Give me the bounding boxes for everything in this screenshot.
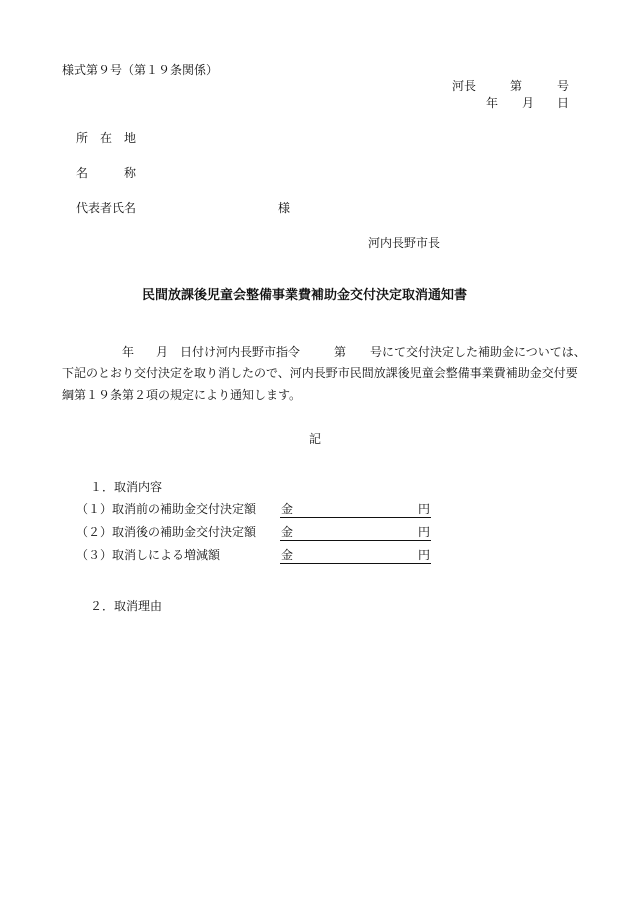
name-label: 名 称 bbox=[76, 166, 137, 180]
issuer: 河内長野市長 bbox=[368, 236, 441, 250]
doc-ref-dai: 第 bbox=[510, 79, 523, 93]
doc-ref-prefix: 河長 bbox=[452, 79, 477, 93]
address-label: 所 在 地 bbox=[76, 131, 137, 145]
date-tsuki: 月 bbox=[522, 96, 535, 110]
body-tsuki: 月 bbox=[156, 345, 169, 359]
body-line1-a: 日付け河内長野市指令 bbox=[180, 345, 301, 359]
ki-marker: 記 bbox=[309, 432, 322, 446]
date-nen: 年 bbox=[486, 96, 499, 110]
representative-label: 代表者氏名 bbox=[76, 201, 137, 215]
honorific-sama: 様 bbox=[278, 201, 291, 215]
body-line1-b: 号にて交付決定した補助金については、 bbox=[370, 345, 586, 359]
item3-label: （３）取消しによる増減額 bbox=[76, 548, 221, 562]
section2-heading: ２．取消理由 bbox=[90, 599, 163, 613]
body-dai: 第 bbox=[334, 345, 347, 359]
item1-kin: 金 bbox=[281, 502, 294, 516]
form-number: 様式第９号（第１９条関係） bbox=[62, 63, 219, 77]
item3-amount-underline bbox=[280, 563, 431, 564]
item3-en: 円 bbox=[418, 548, 431, 562]
item2-amount-underline bbox=[280, 540, 431, 541]
body-nen: 年 bbox=[122, 345, 135, 359]
item1-label: （１）取消前の補助金交付決定額 bbox=[76, 502, 257, 516]
doc-ref-go: 号 bbox=[557, 79, 570, 93]
item3-kin: 金 bbox=[281, 548, 294, 562]
item1-amount-underline bbox=[280, 517, 431, 518]
item2-kin: 金 bbox=[281, 525, 294, 539]
body-line3: 綱第１９条第２項の規定により通知します。 bbox=[62, 388, 302, 402]
item2-label: （２）取消後の補助金交付決定額 bbox=[76, 525, 257, 539]
body-line2: 下記のとおり交付決定を取り消したので、河内長野市民間放課後児童会整備事業費補助金交付要 bbox=[62, 366, 578, 380]
section1-heading: １．取消内容 bbox=[90, 480, 163, 494]
item2-en: 円 bbox=[418, 525, 431, 539]
item1-en: 円 bbox=[418, 502, 431, 516]
date-hi: 日 bbox=[557, 96, 570, 110]
document-title: 民間放課後児童会整備事業費補助金交付決定取消通知書 bbox=[142, 288, 468, 303]
